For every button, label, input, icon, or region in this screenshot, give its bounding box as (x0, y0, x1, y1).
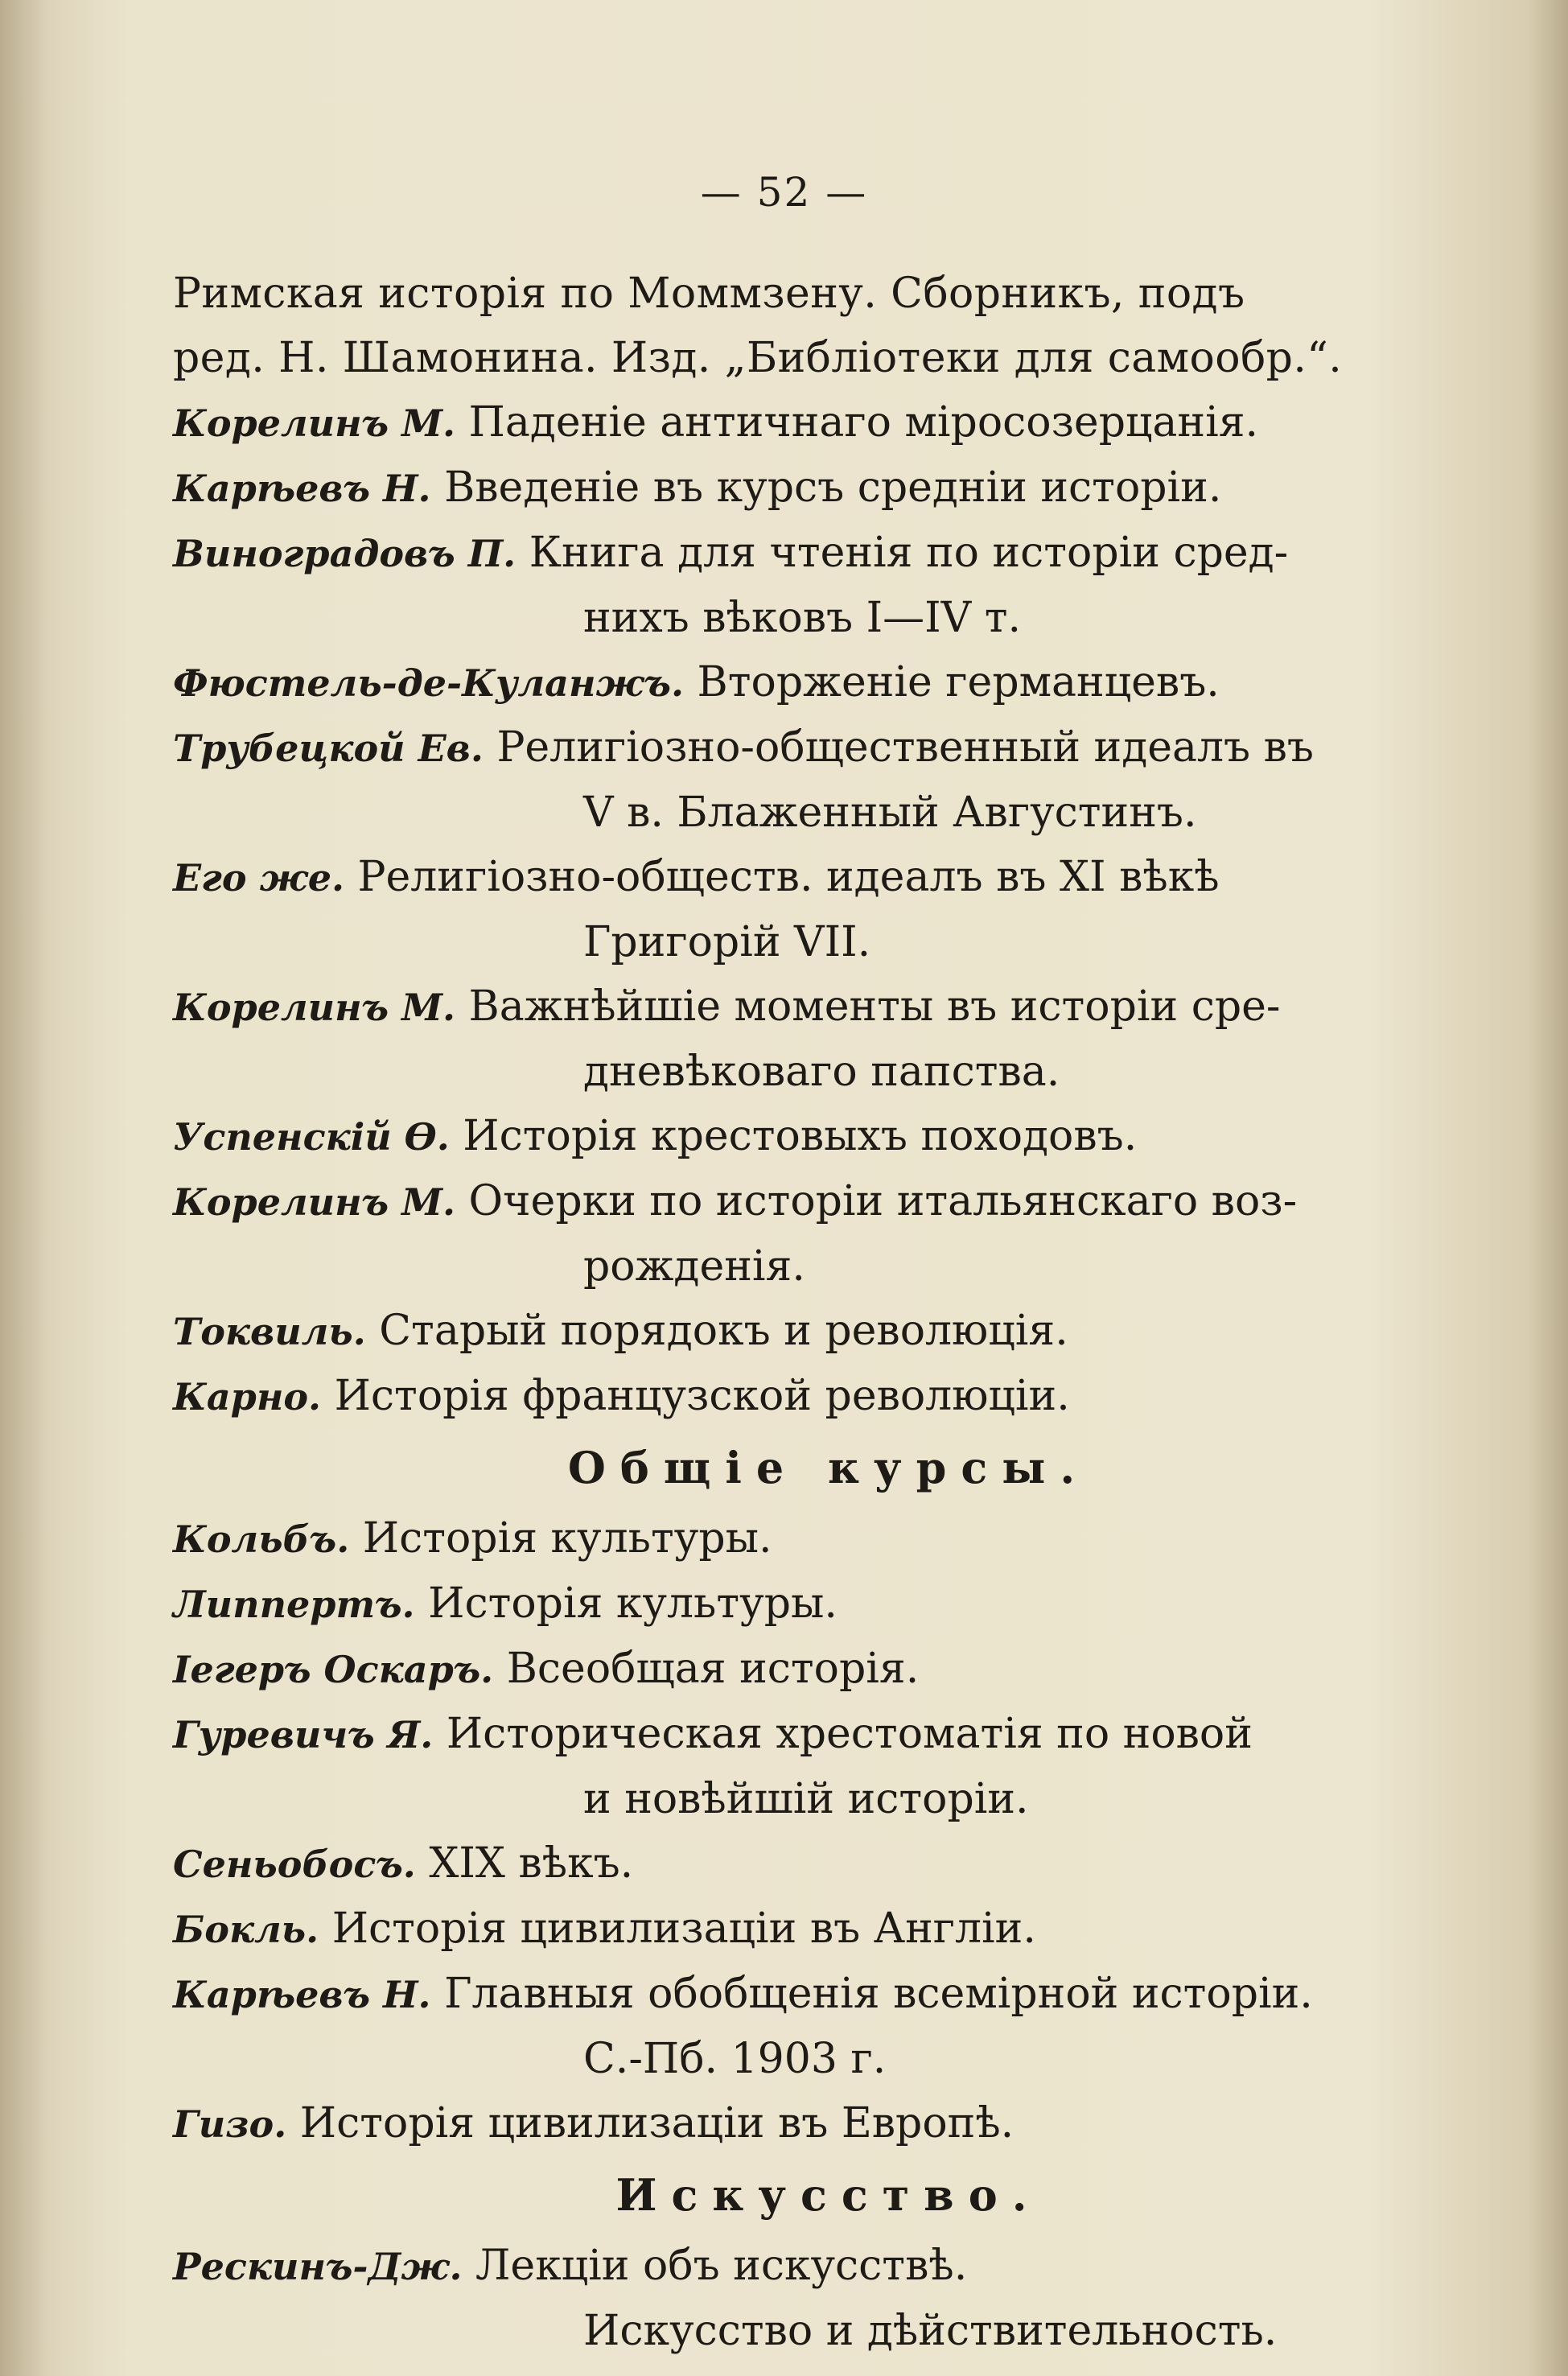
entry-author: Трубецкой Ев. (173, 727, 484, 770)
entry-title: Религіозно-общественный идеалъ въ (496, 723, 1314, 772)
entry-author: Фюстель-де-Куланжъ. (173, 661, 684, 705)
entry-continuation: Григорій VII. (583, 918, 871, 966)
entry-title: Старый порядокъ и революція. (379, 1307, 1068, 1355)
entry-title: Важнѣйшіе моменты въ исторіи сре- (468, 982, 1281, 1031)
entry-title: Лекціи объ искусствѣ. (475, 2242, 968, 2290)
entry-title: Историческая хрестоматія по новой (446, 1710, 1253, 1758)
entry-line (173, 650, 1460, 715)
page-content (173, 261, 1460, 2363)
entry-title: Религіозно-обществ. идеалъ въ XI вѣкѣ (357, 853, 1220, 901)
intro-entry (173, 261, 1460, 390)
entry-title: Паденіе античнаго міросозерцанія. (468, 398, 1259, 447)
entry-title: Исторія французской революціи. (334, 1372, 1070, 1420)
entry-line (173, 1506, 1460, 1571)
bibliography-entry (173, 390, 1460, 455)
entry-line (173, 1299, 1460, 1364)
entry-continuation: рожденія. (583, 1242, 805, 1291)
entry-line (173, 1571, 1460, 1637)
entry-title: Главныя обобщенія всемірной исторіи. (444, 1970, 1313, 2018)
entry-line (173, 455, 1460, 521)
entry-author: Его же. (173, 856, 344, 900)
entry-author: Карѣевъ Н. (173, 1973, 431, 2016)
entry-author: Гуревичъ Я. (173, 1713, 434, 1756)
entry-title: Всеобщая исторія. (506, 1645, 920, 1693)
bibliography-entry (173, 1169, 1460, 1299)
bibliography-entry (173, 2234, 1460, 2363)
entry-author: Іегеръ Оскаръ. (173, 1648, 494, 1691)
section-heading-art: Искусство. (615, 2169, 1042, 2221)
entry-author: Сеньобосъ. (173, 1843, 416, 1886)
entry-author: Корелинъ М. (173, 986, 455, 1029)
entry-line (173, 390, 1460, 455)
entry-line (173, 1702, 1460, 1767)
bibliography-entry (173, 521, 1460, 650)
entry-author: Кольбъ. (173, 1517, 350, 1561)
entry-line (173, 2091, 1460, 2156)
entry-line (173, 1831, 1460, 1896)
bibliography-entry (173, 1831, 1460, 1896)
bibliography-entry (173, 2091, 1460, 2156)
entry-author: Липпертъ. (173, 1583, 415, 1626)
bibliography-entry (173, 650, 1460, 715)
entry-continuation: V в. Блаженный Августинъ. (583, 789, 1197, 837)
entry-title: Исторія цивилизаціи въ Европѣ. (299, 2099, 1014, 2147)
entry-title: Книга для чтенія по исторіи сред- (529, 529, 1289, 577)
bibliography-entry (173, 1299, 1460, 1364)
bibliography-entry (173, 1571, 1460, 1637)
entry-line (173, 1104, 1460, 1169)
entry-title: Введеніе въ курсъ средніи исторіи. (444, 463, 1222, 512)
entry-continuation: С.-Пб. 1903 г. (583, 2035, 887, 2083)
section-heading-general: Общіе курсы. (567, 1442, 1090, 1493)
entry-author: Корелинъ М. (173, 401, 455, 445)
entry-line (173, 974, 1460, 1040)
entry-title: Исторія культуры. (428, 1579, 838, 1628)
entry-line (173, 521, 1460, 586)
page-number: — 52 — (700, 169, 868, 216)
bibliography-entry (173, 1506, 1460, 1571)
bibliography-entry (173, 974, 1460, 1104)
entry-title: XIX вѣкъ. (429, 1839, 634, 1888)
entry-line (173, 845, 1460, 910)
entry-author: Токвиль. (173, 1310, 366, 1353)
entry-line (173, 2234, 1460, 2299)
bibliography-entry (173, 1702, 1460, 1831)
bibliography-entry (173, 1962, 1460, 2091)
entry-line (173, 715, 1460, 780)
entry-title: Вторженіе германцевъ. (697, 658, 1220, 706)
entry-author: Успенскій Ѳ. (173, 1115, 450, 1159)
entry-title: Исторія культуры. (362, 1514, 772, 1563)
entry-continuation: дневѣковаго папства. (583, 1048, 1060, 1096)
bibliography-list-art (173, 2234, 1460, 2363)
entry-title: Исторія крестовыхъ походовъ. (463, 1112, 1138, 1160)
entry-author: Гизо. (173, 2102, 287, 2146)
entry-line (173, 1169, 1460, 1234)
entry-line (173, 1637, 1460, 1702)
bibliography-list-general (173, 1506, 1460, 2156)
bibliography-list (173, 390, 1460, 1429)
entry-title: Очерки по исторіи итальянскаго воз- (468, 1177, 1298, 1225)
entry-author: Бокль. (173, 1908, 319, 1951)
intro-line: Римская исторія по Моммзену. Сборникъ, подъ (173, 270, 1245, 318)
intro-line: ред. Н. Шамонина. Изд. „Библіотеки для самообр.“. (173, 334, 1343, 382)
entry-author: Рескинъ-Дж. (173, 2245, 463, 2288)
entry-author: Карѣевъ Н. (173, 467, 431, 510)
bibliography-entry (173, 1104, 1460, 1169)
bibliography-entry (173, 1364, 1460, 1429)
bibliography-entry (173, 715, 1460, 845)
entry-line (173, 1962, 1460, 2027)
entry-author: Корелинъ М. (173, 1180, 455, 1224)
entry-continuation: Искусство и дѣйствительность. (583, 2307, 1278, 2355)
bibliography-entry (173, 455, 1460, 521)
entry-author: Карно. (173, 1375, 322, 1419)
bibliography-entry (173, 845, 1460, 974)
entry-line (173, 1896, 1460, 1962)
entry-continuation: нихъ вѣковъ I—IV т. (583, 594, 1022, 642)
entry-line (173, 1364, 1460, 1429)
entry-author: Виноградовъ П. (173, 532, 516, 575)
entry-continuation: и новѣйшій исторіи. (583, 1775, 1029, 1823)
bibliography-entry (173, 1637, 1460, 1702)
bibliography-entry (173, 1896, 1460, 1962)
entry-title: Исторія цивилизаціи въ Англіи. (331, 1905, 1036, 1953)
